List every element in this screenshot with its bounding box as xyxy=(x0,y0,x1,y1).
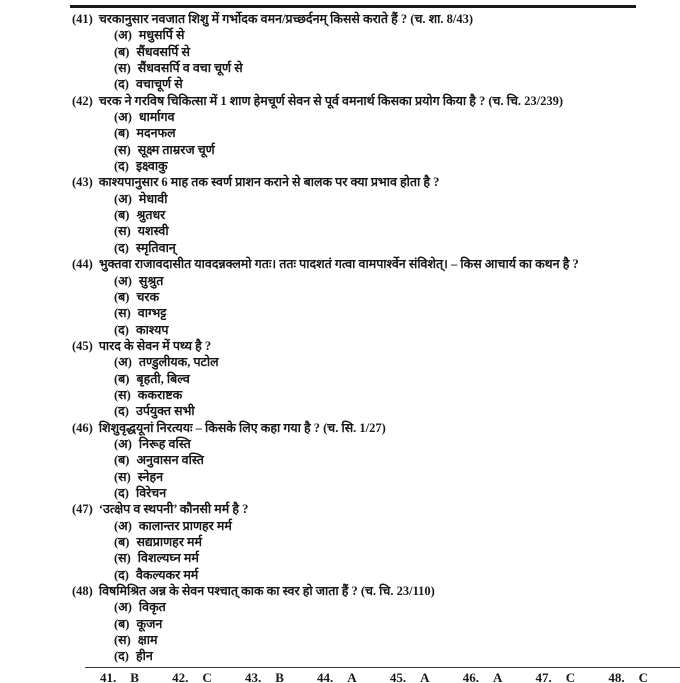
question-42 xyxy=(0,93,680,175)
question-48 xyxy=(0,583,680,665)
question-48-option-c xyxy=(0,632,680,648)
question-45-option-d xyxy=(0,403,680,419)
answer-letter: B xyxy=(275,669,284,683)
option-text: विशल्यघ्न मर्म xyxy=(137,551,199,566)
option-text: स्मृतिवान् xyxy=(135,240,176,255)
question-line xyxy=(0,256,680,272)
question-47-option-a xyxy=(0,518,680,534)
question-41-option-c xyxy=(0,60,680,76)
option-label: (ब) xyxy=(114,453,130,468)
answer-key-row xyxy=(100,670,648,683)
option-text: सूक्ष्म ताम्ररज चूर्ण xyxy=(137,142,215,157)
option-text: विरेचन xyxy=(135,485,167,500)
option-label: (ब) xyxy=(114,289,130,304)
question-number: (44) xyxy=(72,257,93,272)
answer-key-item xyxy=(100,670,139,683)
question-number: (43) xyxy=(72,175,93,190)
question-text: चरकानुसार नवजात शिशु में गर्भोदक वमन/प्रच्छर्दनम् किससे कराते हैं ? (च. शा. 8/43) xyxy=(98,12,474,26)
option-label: (अ) xyxy=(114,355,132,370)
question-42-option-b xyxy=(0,125,680,141)
option-label: (स) xyxy=(114,633,131,648)
option-label: (ब) xyxy=(114,126,130,141)
answer-key-item xyxy=(390,670,430,683)
option-label: (स) xyxy=(114,469,131,484)
option-label: (द) xyxy=(114,649,129,664)
option-text: धार्मागव xyxy=(138,110,175,125)
option-label: (अ) xyxy=(114,273,132,288)
question-number: (45) xyxy=(72,338,93,353)
question-line xyxy=(0,11,680,27)
question-41-option-d xyxy=(0,76,680,92)
option-text: मेधावी xyxy=(138,191,168,206)
question-42-option-c xyxy=(0,142,680,158)
question-45-option-c xyxy=(0,387,680,403)
question-line xyxy=(0,93,680,109)
question-43-option-c xyxy=(0,223,680,239)
option-label: (स) xyxy=(114,387,131,402)
option-text: चरक xyxy=(136,289,160,304)
question-46 xyxy=(0,420,680,502)
question-43-option-b xyxy=(0,207,680,223)
answer-letter: C xyxy=(565,669,576,683)
answer-key-item xyxy=(172,670,212,683)
option-text: अनुवासन वस्ति xyxy=(136,453,204,468)
question-46-option-a xyxy=(0,436,680,452)
answer-letter: C xyxy=(638,669,648,683)
question-46-option-d xyxy=(0,485,680,501)
question-text: शिशुवृद्धयूनां निरत्ययः – किसके लिए कहा गया है ? (च. सि. 1/27) xyxy=(98,420,386,435)
option-label: (ब) xyxy=(114,371,130,386)
option-label: (स) xyxy=(114,306,131,321)
option-text: हीन xyxy=(135,649,153,664)
answer-question-number: 47. xyxy=(535,669,552,683)
option-text: सैंधवसर्पि से xyxy=(136,44,190,59)
option-label: (द) xyxy=(114,322,129,337)
option-text: स्नेहन xyxy=(137,469,164,484)
answer-key-item xyxy=(536,670,576,683)
question-line xyxy=(0,338,680,354)
question-number: (42) xyxy=(72,93,93,108)
option-label: (ब) xyxy=(114,208,130,223)
option-label: (द) xyxy=(114,485,129,500)
question-44-option-b xyxy=(0,289,680,305)
option-label: (अ) xyxy=(114,518,132,533)
answer-question-number: 46. xyxy=(462,669,479,683)
question-42-option-a xyxy=(0,109,680,125)
question-47-option-b xyxy=(0,534,680,550)
option-text: मधुसर्पि से xyxy=(138,28,185,43)
question-44 xyxy=(0,256,680,338)
option-text: सुश्रुत xyxy=(138,273,164,288)
question-line xyxy=(0,583,680,599)
answer-question-number: 43. xyxy=(244,669,262,683)
question-number: (47) xyxy=(72,502,93,517)
question-43-option-a xyxy=(0,191,680,207)
question-47-option-c xyxy=(0,550,680,566)
option-text: काश्यप xyxy=(135,322,169,337)
option-text: विकृत xyxy=(138,600,166,615)
option-label: (द) xyxy=(114,567,129,582)
document-page xyxy=(0,5,680,683)
option-text: निरूह वस्ति xyxy=(138,436,191,451)
option-text: वाग्भट्ट xyxy=(137,306,167,321)
question-45 xyxy=(0,338,680,420)
answer-letter: C xyxy=(202,669,212,683)
answer-key-item xyxy=(245,670,284,683)
option-label: (अ) xyxy=(114,436,132,451)
answer-letter: A xyxy=(492,669,503,683)
question-text: विषमिश्रित अन्न के सेवन पश्चात् काक का स्वर हो जाता हैं ? (च. चि. 23/110) xyxy=(98,584,435,599)
option-label: (द) xyxy=(114,77,129,92)
option-label: (अ) xyxy=(114,191,132,206)
question-48-option-a xyxy=(0,599,680,615)
option-text: कालान्तर प्राणहर मर्म xyxy=(138,518,232,533)
question-line xyxy=(0,174,680,190)
option-label: (ब) xyxy=(114,535,130,549)
question-41-option-a xyxy=(0,27,680,43)
question-46-option-b xyxy=(0,452,680,468)
answer-question-number: 42. xyxy=(172,669,189,683)
option-label: (स) xyxy=(114,551,131,566)
question-44-option-d xyxy=(0,322,680,338)
option-label: (द) xyxy=(114,159,129,174)
option-text: क्षाम xyxy=(137,633,158,648)
option-label: (अ) xyxy=(114,600,132,615)
option-text: वचाचूर्ण से xyxy=(135,77,183,92)
answer-key-divider xyxy=(85,667,680,668)
option-label: (ब) xyxy=(114,44,130,59)
option-text: मदनफल xyxy=(136,126,176,141)
answer-key-item xyxy=(463,670,503,683)
option-label: (स) xyxy=(114,224,131,239)
question-text: ‘उत्क्षेप व स्थपनी’ कौनसी मर्म है ? xyxy=(98,502,249,517)
question-text: काश्यपानुसार 6 माह तक स्वर्ण प्राशन कराने से बालक पर क्या प्रभाव होता है ? xyxy=(98,175,440,190)
question-line xyxy=(0,420,680,436)
question-number: (41) xyxy=(72,12,93,26)
option-text: सद्यप्राणहर मर्म xyxy=(136,535,203,549)
option-text: बृहती, बिल्व xyxy=(136,371,190,386)
option-label: (द) xyxy=(114,240,129,255)
answer-question-number: 44. xyxy=(317,669,334,683)
question-text: चरक ने गरविष चिकित्सा में 1 शाण हेमचूर्ण सेवन से पूर्व वमनार्थ किसका प्रयोग किया है ? (च. चि. 23/239) xyxy=(98,93,564,108)
answer-letter: B xyxy=(130,669,139,683)
option-label: (ब) xyxy=(114,616,130,631)
option-text: श्रुतधर xyxy=(136,208,166,223)
option-label: (द) xyxy=(114,404,129,419)
question-45-option-b xyxy=(0,371,680,387)
option-label: (स) xyxy=(114,142,131,157)
question-47 xyxy=(0,501,680,583)
question-number: (46) xyxy=(72,420,93,435)
question-list xyxy=(0,8,680,665)
question-44-option-c xyxy=(0,305,680,321)
question-41 xyxy=(0,11,680,93)
question-46-option-c xyxy=(0,469,680,485)
option-text: सैंधवसर्पि व वचा चूर्ण से xyxy=(137,61,243,76)
answer-key-item xyxy=(608,670,648,683)
option-text: इक्ष्वाकु xyxy=(135,159,168,174)
question-43-option-d xyxy=(0,240,680,256)
answer-question-number: 45. xyxy=(389,669,407,683)
option-text: उर्पयुक्त सभी xyxy=(135,404,195,419)
answer-letter: A xyxy=(420,669,430,683)
option-text: कूजन xyxy=(136,616,163,631)
question-44-option-a xyxy=(0,273,680,289)
question-text: भुक्तवा राजावदासीत यावदन्नक्लमो गतः। ततः पादशतं गत्वा वामपार्श्वेन संविशेत्। – किस आचार्य का कथन है ? xyxy=(98,257,579,272)
question-48-option-d xyxy=(0,648,680,664)
question-42-option-d xyxy=(0,158,680,174)
question-48-option-b xyxy=(0,616,680,632)
question-line xyxy=(0,501,680,517)
question-41-option-b xyxy=(0,44,680,60)
option-text: तण्डुलीयक, पटोल xyxy=(138,355,219,370)
question-number: (48) xyxy=(72,584,93,599)
question-text: पारद के सेवन में पथ्य है ? xyxy=(98,338,212,353)
question-45-option-a xyxy=(0,354,680,370)
question-43 xyxy=(0,174,680,256)
option-text: यशस्वी xyxy=(137,224,169,239)
option-text: वैकल्यकर मर्म xyxy=(135,567,199,582)
answer-key-item xyxy=(317,670,357,683)
answer-question-number: 41. xyxy=(100,669,117,683)
option-label: (अ) xyxy=(114,28,132,43)
question-47-option-d xyxy=(0,567,680,583)
option-label: (स) xyxy=(114,61,131,76)
option-text: ककराष्टक xyxy=(137,387,183,402)
option-label: (अ) xyxy=(114,110,132,125)
answer-question-number: 48. xyxy=(608,669,625,683)
answer-letter: A xyxy=(347,669,357,683)
